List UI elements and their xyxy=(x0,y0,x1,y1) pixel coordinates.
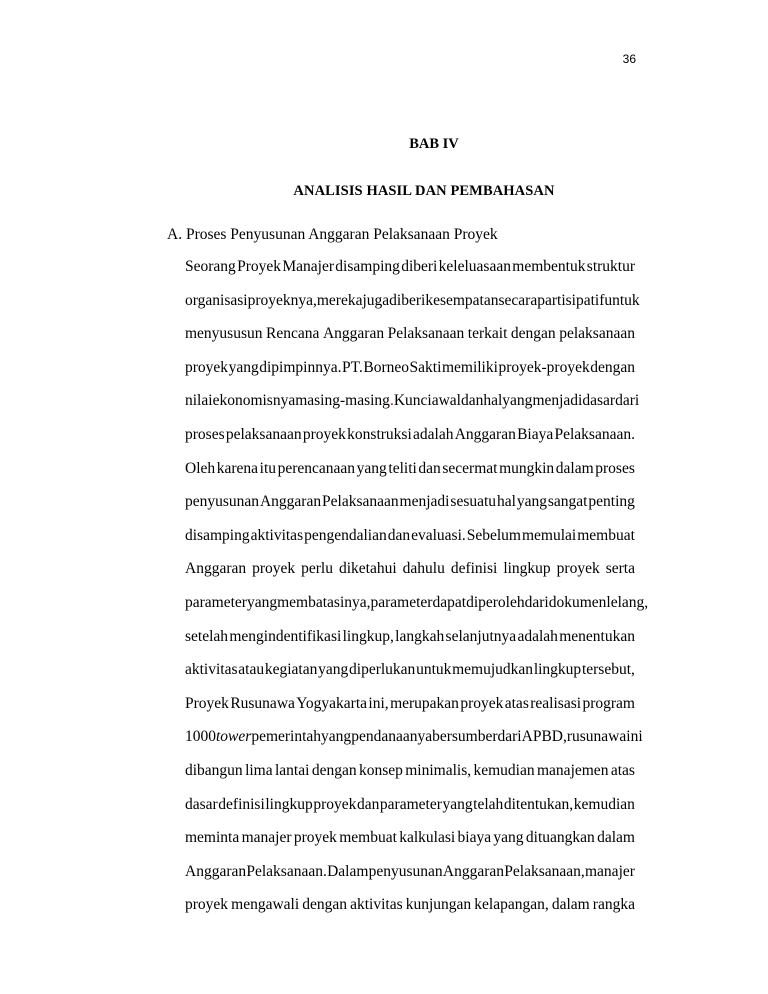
word: ekonomisnya xyxy=(212,392,296,410)
word: Kunci xyxy=(393,392,432,410)
word: karena xyxy=(216,459,259,477)
word: awal xyxy=(431,392,461,410)
paragraph-line xyxy=(185,888,635,922)
word: nilai xyxy=(185,392,213,410)
paragraph-line xyxy=(185,653,635,687)
word: evaluasi. xyxy=(411,526,466,544)
word: proses xyxy=(595,459,635,477)
word: pengendalian xyxy=(304,526,387,544)
word: dan xyxy=(387,526,411,544)
word: lingkup xyxy=(503,560,551,578)
word: tersebut, xyxy=(581,661,635,679)
word: dalam xyxy=(551,896,590,914)
word: PT. xyxy=(342,358,363,376)
word: atau xyxy=(238,661,265,679)
word: keleluasaan xyxy=(438,258,511,275)
word: ditentukan, xyxy=(503,795,574,813)
word: parameter xyxy=(370,593,433,611)
paragraph-line xyxy=(185,586,649,620)
word: menjadi xyxy=(399,493,450,511)
word: rangka xyxy=(592,896,635,914)
word: Sebelum xyxy=(466,526,521,544)
word: yang xyxy=(246,593,278,611)
word: Pelaksanaan xyxy=(387,325,465,343)
paragraph-line xyxy=(185,720,643,754)
word: perencanaan xyxy=(277,459,356,477)
word: aktivitas xyxy=(185,661,238,679)
word: secara xyxy=(498,291,538,309)
word: konstruksi xyxy=(347,425,412,443)
word: APBD, xyxy=(521,728,567,746)
word: Yogyakarta xyxy=(296,694,368,712)
word: setelah xyxy=(185,627,229,645)
word: terkait xyxy=(467,325,508,343)
word: hal xyxy=(483,392,503,410)
word: atas xyxy=(610,761,635,779)
word: untuk xyxy=(604,291,640,309)
word: diketahui xyxy=(338,560,397,578)
word: memujudkan xyxy=(452,661,534,679)
word: Oleh xyxy=(185,459,216,477)
word: disamping xyxy=(185,526,250,544)
word: membuat xyxy=(339,829,397,847)
word: organisasi xyxy=(185,291,248,309)
word: dasar xyxy=(185,795,218,813)
word: kemudian xyxy=(573,795,635,813)
paragraph-line xyxy=(185,284,640,318)
word: sangat xyxy=(547,493,588,511)
word: mengawali xyxy=(231,896,300,914)
word: konsep xyxy=(358,761,403,779)
word: dengan xyxy=(590,358,635,376)
word: Dalam xyxy=(327,862,369,880)
word: dari xyxy=(615,392,640,410)
word: meminta xyxy=(185,829,240,847)
word: ini, xyxy=(368,694,389,712)
word: yang xyxy=(502,392,533,410)
section-heading: A. Proses Penyusunan Anggaran Pelaksanaan Proyek xyxy=(167,226,498,243)
word: Proyek xyxy=(237,258,282,275)
word: partisipatif xyxy=(537,291,605,309)
word: dengan xyxy=(510,325,556,343)
word: Borneo xyxy=(363,358,410,376)
word: Anggaran xyxy=(259,493,322,511)
word: proyek xyxy=(556,560,600,578)
word: telah xyxy=(473,795,504,813)
word: lelang, xyxy=(606,593,649,611)
word: realisasi xyxy=(530,694,582,712)
word: mereka xyxy=(316,291,363,309)
word: Rusunawa xyxy=(230,694,295,712)
word: proyeknya, xyxy=(247,291,317,309)
word: kelapangan, xyxy=(474,896,549,914)
word: dari xyxy=(524,593,549,611)
word: dalam xyxy=(597,829,635,847)
word: diperlukan xyxy=(349,661,416,679)
word: proyek-proyek xyxy=(498,358,590,376)
word: dengan xyxy=(311,761,357,779)
word: Anggaran xyxy=(322,325,385,343)
word: menjadi xyxy=(532,392,583,410)
word: lima xyxy=(245,761,273,779)
word: Anggaran xyxy=(185,862,247,880)
word: penyusunan xyxy=(368,862,443,880)
word: lingkup, xyxy=(342,627,394,645)
word: aktivitas xyxy=(250,526,304,544)
word: Anggaran xyxy=(442,862,505,880)
word: Seorang xyxy=(185,258,236,275)
word: adalah xyxy=(517,627,558,645)
word: hal xyxy=(496,493,516,511)
word: dituangkan xyxy=(525,829,595,847)
word: proses xyxy=(185,425,225,443)
paragraph-line xyxy=(185,552,635,586)
word: untuk xyxy=(416,661,452,679)
word: biaya xyxy=(457,829,492,847)
word: dapat xyxy=(432,593,467,611)
word: pelaksanaan xyxy=(559,325,635,343)
paragraph-line xyxy=(185,855,635,889)
word: dan xyxy=(418,459,441,477)
word: masing-masing. xyxy=(295,392,394,410)
paragraph-line xyxy=(185,384,640,418)
word: aktivitas xyxy=(350,896,403,914)
word: membatasinya, xyxy=(277,593,371,611)
paragraph-line xyxy=(185,788,635,822)
word: dalam xyxy=(555,459,594,477)
paragraph-line xyxy=(185,687,635,721)
word: diperoleh xyxy=(466,593,525,611)
paragraph-line xyxy=(185,418,635,452)
word: Biaya xyxy=(517,425,554,443)
word: parameter xyxy=(185,593,247,611)
word: yang xyxy=(493,829,524,847)
word: Pelaksanaan, xyxy=(504,862,585,880)
word: yang xyxy=(318,661,349,679)
word: lingkup xyxy=(533,661,582,679)
word: itu xyxy=(259,459,277,477)
word: membuat xyxy=(577,526,635,544)
word: kemudian xyxy=(473,761,535,779)
paragraph-line xyxy=(185,351,635,385)
word: Rencana xyxy=(266,325,320,343)
word: secermat xyxy=(442,459,498,477)
word: definisi xyxy=(450,560,498,578)
word: proyek xyxy=(313,795,357,813)
word: Anggaran xyxy=(454,425,516,443)
paragraph-line xyxy=(185,250,635,284)
word: pelaksanaan xyxy=(225,425,302,443)
word: program xyxy=(582,694,635,712)
word: dan xyxy=(356,795,380,813)
word: manajer xyxy=(585,862,635,880)
word: Proyek xyxy=(185,694,229,712)
word: diberi xyxy=(389,291,426,309)
word: diberi xyxy=(401,258,438,275)
word: Pelaksanaan. xyxy=(246,862,327,880)
word: dibangun xyxy=(185,761,243,779)
word: struktur xyxy=(586,258,635,275)
word: dengan xyxy=(302,896,348,914)
word: adalah xyxy=(413,425,454,443)
word: memiliki xyxy=(441,358,498,376)
word: Manajer xyxy=(282,258,334,275)
word: mengindentifikasi xyxy=(229,627,342,645)
paragraph-line xyxy=(185,821,635,855)
paragraph-line xyxy=(185,519,635,553)
word: dipimpinnya. xyxy=(259,358,342,376)
word: Pelaksanaan xyxy=(322,493,399,511)
word: 1000 xyxy=(185,728,216,746)
word: parameter xyxy=(379,795,442,813)
word: mungkin xyxy=(499,459,555,477)
word: kesempatan xyxy=(425,291,499,309)
word: pemerintah xyxy=(251,728,322,746)
word: bersumber xyxy=(432,728,498,746)
page-number: 36 xyxy=(622,52,636,66)
word: kalkulasi xyxy=(399,829,456,847)
word: Anggaran xyxy=(185,560,247,578)
word: manajer xyxy=(241,829,292,847)
word: dari xyxy=(497,728,522,746)
word: merupakan xyxy=(390,694,459,712)
word: dahulu xyxy=(402,560,445,578)
word: proyek xyxy=(460,694,504,712)
word: kegiatan xyxy=(264,661,318,679)
word: sesuatu xyxy=(450,493,497,511)
word: proyek xyxy=(185,896,229,914)
word: disamping xyxy=(335,258,400,275)
paragraph-line xyxy=(185,317,635,351)
word: pendanaanya xyxy=(351,728,433,746)
word: dokumen xyxy=(548,593,607,611)
word: atas xyxy=(504,694,529,712)
chapter-heading: BAB IV xyxy=(409,136,459,152)
paragraph-line xyxy=(185,620,635,654)
word: perlu xyxy=(301,560,333,578)
highlighted-period: . xyxy=(389,392,394,410)
word: dan xyxy=(460,392,484,410)
word: proyek xyxy=(293,829,337,847)
word: kunjungan xyxy=(405,896,472,914)
word: yang xyxy=(228,358,259,376)
word: langkah xyxy=(395,627,445,645)
word: penyusunan xyxy=(185,493,260,511)
word: teliti xyxy=(388,459,417,477)
paragraph-line xyxy=(185,485,635,519)
paragraph-line xyxy=(185,754,635,788)
word: proyek xyxy=(252,560,296,578)
word: serta xyxy=(605,560,635,578)
word: manajemen xyxy=(537,761,609,779)
word: tower xyxy=(216,728,252,746)
paragraph xyxy=(185,250,649,922)
word: memulai xyxy=(521,526,577,544)
chapter-title: ANALISIS HASIL DAN PEMBAHASAN xyxy=(293,183,555,199)
word: dasar xyxy=(582,392,616,410)
word: Sakti xyxy=(409,358,442,376)
word: lingkup xyxy=(265,795,313,813)
word: lantai xyxy=(275,761,310,779)
word: menentukan xyxy=(559,627,635,645)
word: definisi xyxy=(218,795,265,813)
word: proyek xyxy=(302,425,346,443)
word: minimalis, xyxy=(405,761,472,779)
word: ini xyxy=(626,728,643,746)
word: membentuk xyxy=(512,258,586,275)
word: selanjutnya xyxy=(445,627,517,645)
word: yang xyxy=(321,728,352,746)
paragraph-line xyxy=(185,452,635,486)
word: juga xyxy=(362,291,390,309)
word: yang xyxy=(356,459,387,477)
word: yang xyxy=(516,493,547,511)
word: rusunawa xyxy=(566,728,627,746)
word: menyususun xyxy=(185,325,263,343)
word: proyek xyxy=(185,358,229,376)
word: yang xyxy=(442,795,473,813)
word: penting xyxy=(588,493,635,511)
word: Pelaksanaan. xyxy=(554,425,635,443)
